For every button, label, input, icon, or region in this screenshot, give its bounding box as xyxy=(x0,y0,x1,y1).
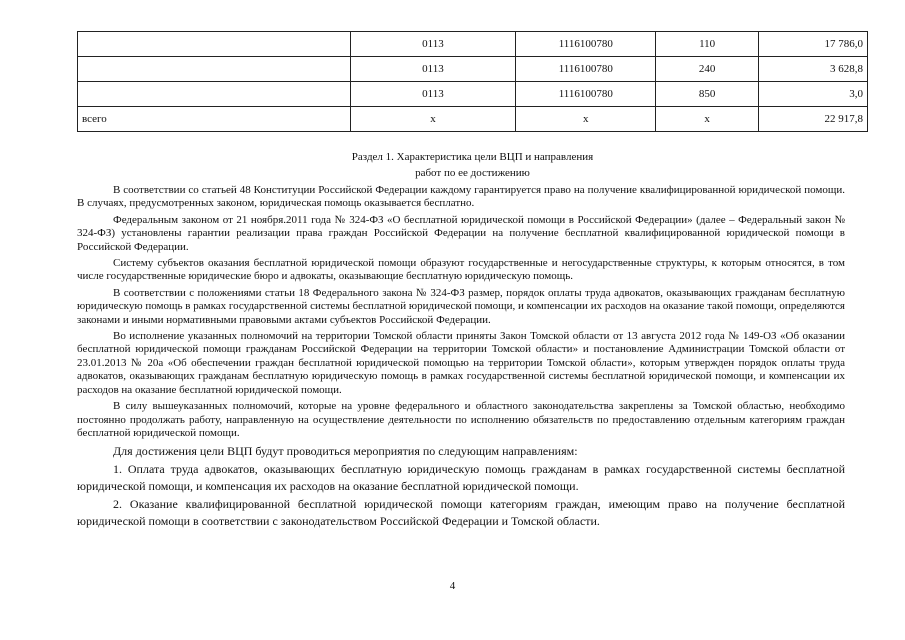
table-cell: 1116100780 xyxy=(516,32,656,57)
table-cell: х xyxy=(516,107,656,132)
table-cell: 17 786,0 xyxy=(759,32,868,57)
table-cell: 1116100780 xyxy=(516,82,656,107)
paragraph: Федеральным законом от 21 ноября.2011 года № 324-ФЗ «О бесплатной юридической помощи в Российской Федерации» (далее – Федеральный закон № 324-ФЗ) установлены гарантии реализации права граждан Российской Федерации на получение бесплатной квалифицированной юридической помощи в Российской Федерации. xyxy=(77,213,845,253)
paragraph: 2. Оказание квалифицированной бесплатной юридической помощи категориям граждан, имеющим право на получение бесплатной юридической помощи в соответствии с законодательством Российской Федерации и Томской области. xyxy=(77,497,845,529)
table-cell: 850 xyxy=(656,82,759,107)
table-cell: 110 xyxy=(656,32,759,57)
paragraph: В соответствии со статьей 48 Конституции Российской Федерации каждому гарантируется право на получение квалифицированной юридической помощи. В случаях, предусмотренных законом, юридическая помощь оказывается бесплатно. xyxy=(77,184,845,210)
table-cell: всего xyxy=(78,107,351,132)
paragraph: Для достижения цели ВЦП будут проводиться мероприятия по следующим направлениям: xyxy=(113,444,578,459)
budget-table xyxy=(77,31,868,132)
table-total-row xyxy=(78,107,868,132)
section-heading xyxy=(77,149,868,181)
table-cell: х xyxy=(656,107,759,132)
table-cell: 3 628,8 xyxy=(759,57,868,82)
table-cell: 3,0 xyxy=(759,82,868,107)
table-cell xyxy=(78,32,351,57)
section-heading-line: работ по ее достижению xyxy=(415,167,530,179)
table-cell: 240 xyxy=(656,57,759,82)
table-row xyxy=(78,57,868,82)
table-cell: 0113 xyxy=(350,57,516,82)
paragraph: В силу вышеуказанных полномочий, которые на уровне федерального и областного законодательства закреплены за Томской областью, необходимо постоянно продолжать работу, направленную на осуществление деятельности по исполнению обязательств по предоставлению отдельным категориям граждан бесплатной юридической помощи. xyxy=(77,400,845,439)
table-cell xyxy=(78,82,351,107)
paragraph: 1. Оплата труда адвокатов, оказывающих бесплатную юридическую помощь гражданам в рамках государственной системы бесплатной юридической помощи, и компенсация их расходов на оказание бесплатной юридической помощи. xyxy=(77,462,845,494)
paragraph: В соответствии с положениями статьи 18 Федерального закона № 324-ФЗ размер, порядок оплаты труда адвокатов, оказывающих гражданам бесплатную юридическую помощь в рамках государственной системы бесплатной юридической помощи, и компенсации их расходов на оказание такой помощи, определяются законами и иными нормативными правовыми актами субъектов Российской Федерации. xyxy=(77,286,845,326)
table-cell xyxy=(78,57,351,82)
body-text xyxy=(77,184,845,531)
section-heading-line: Раздел 1. Характеристика цели ВЦП и направления xyxy=(351,151,594,163)
page-number: 4 xyxy=(449,580,456,592)
table-cell: 0113 xyxy=(350,82,516,107)
table-row xyxy=(78,82,868,107)
table-row xyxy=(78,32,868,57)
paragraph: Систему субъектов оказания бесплатной юридической помощи образуют государственные и негосударственные структуры, к которым относятся, в том числе государственные юридические бюро и адвокаты, оказывающие бесплатную юридическую помощь. xyxy=(77,257,845,283)
table-cell: 1116100780 xyxy=(516,57,656,82)
paragraph: Во исполнение указанных полномочий на территории Томской области приняты Закон Томской области от 13 августа 2012 года № 149-ОЗ «Об оказании бесплатной юридической помощи гражданам Российской Федерации на территории Томской области» и постановление Администрации Томской области от 23.01.2013 № 20а «Об обеспечении граждан бесплатной юридической помощью на территории Томской области», которым утвержден порядок оплаты труда адвокатов, оказывающих гражданам бесплатную юридическую помощь в рамках государственной системы бесплатной юридической помощи, и компенсации их расходов на оказание бесплатной юридической помощи. xyxy=(77,330,845,396)
table-cell: 0113 xyxy=(350,32,516,57)
table-cell: 22 917,8 xyxy=(759,107,868,132)
table-cell: х xyxy=(350,107,516,132)
